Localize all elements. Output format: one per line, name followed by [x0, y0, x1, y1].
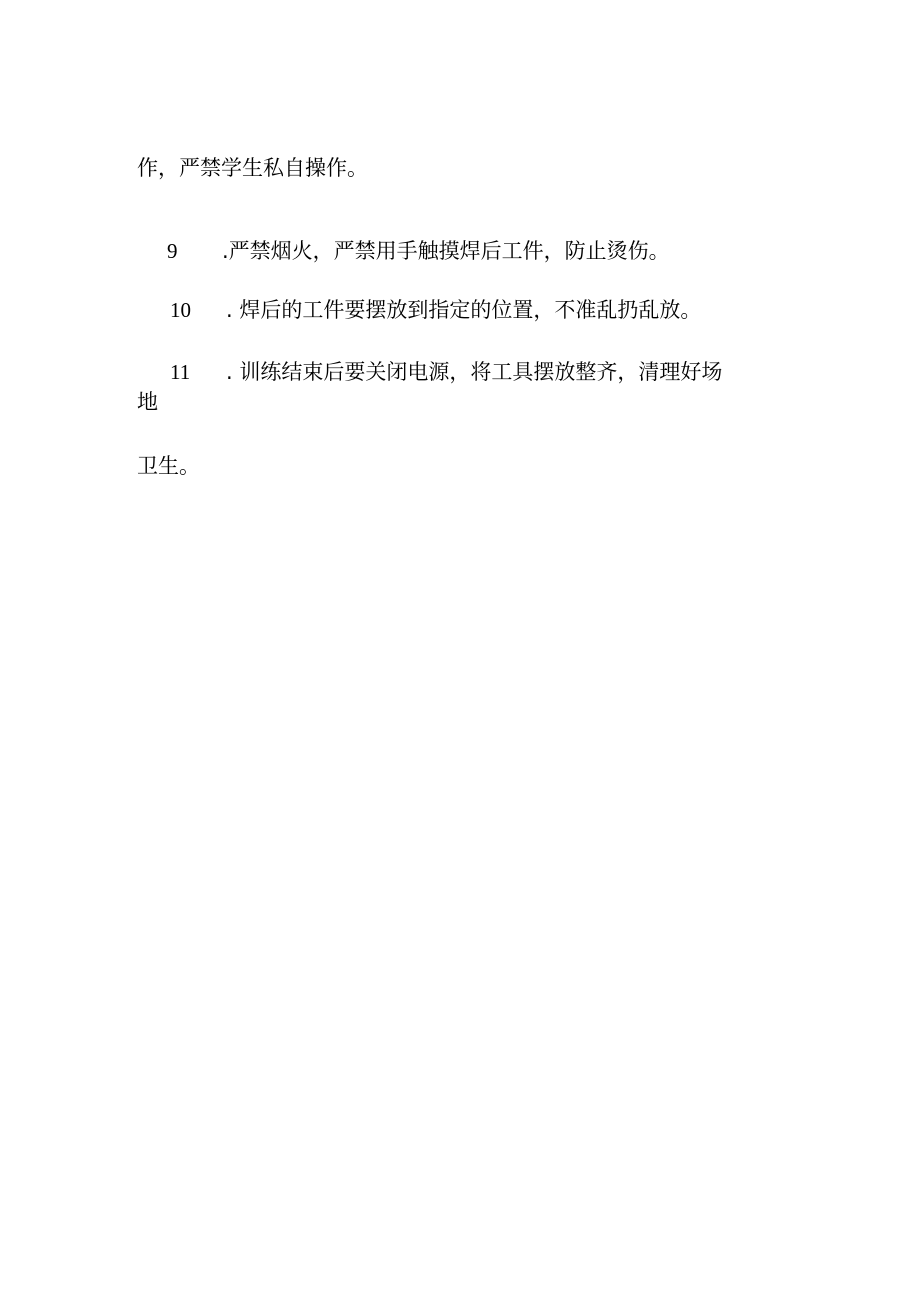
wrap-line: 卫生。	[137, 454, 200, 478]
item-text: . 焊后的工件要摆放到指定的位置，不准乱扔乱放。	[226, 298, 702, 322]
item-number: 10	[170, 298, 191, 322]
item-text: . 训练结束后要关闭电源，将工具摆放整齐，清理好场	[226, 360, 723, 384]
continuation-line: 作，严禁学生私自操作。	[137, 156, 368, 180]
item-number: 11	[170, 360, 191, 384]
item-number: 9	[167, 239, 178, 263]
item-text: .严禁烟火，严禁用手触摸焊后工件，防止烫伤。	[222, 239, 670, 263]
wrap-line: 地	[137, 390, 158, 414]
